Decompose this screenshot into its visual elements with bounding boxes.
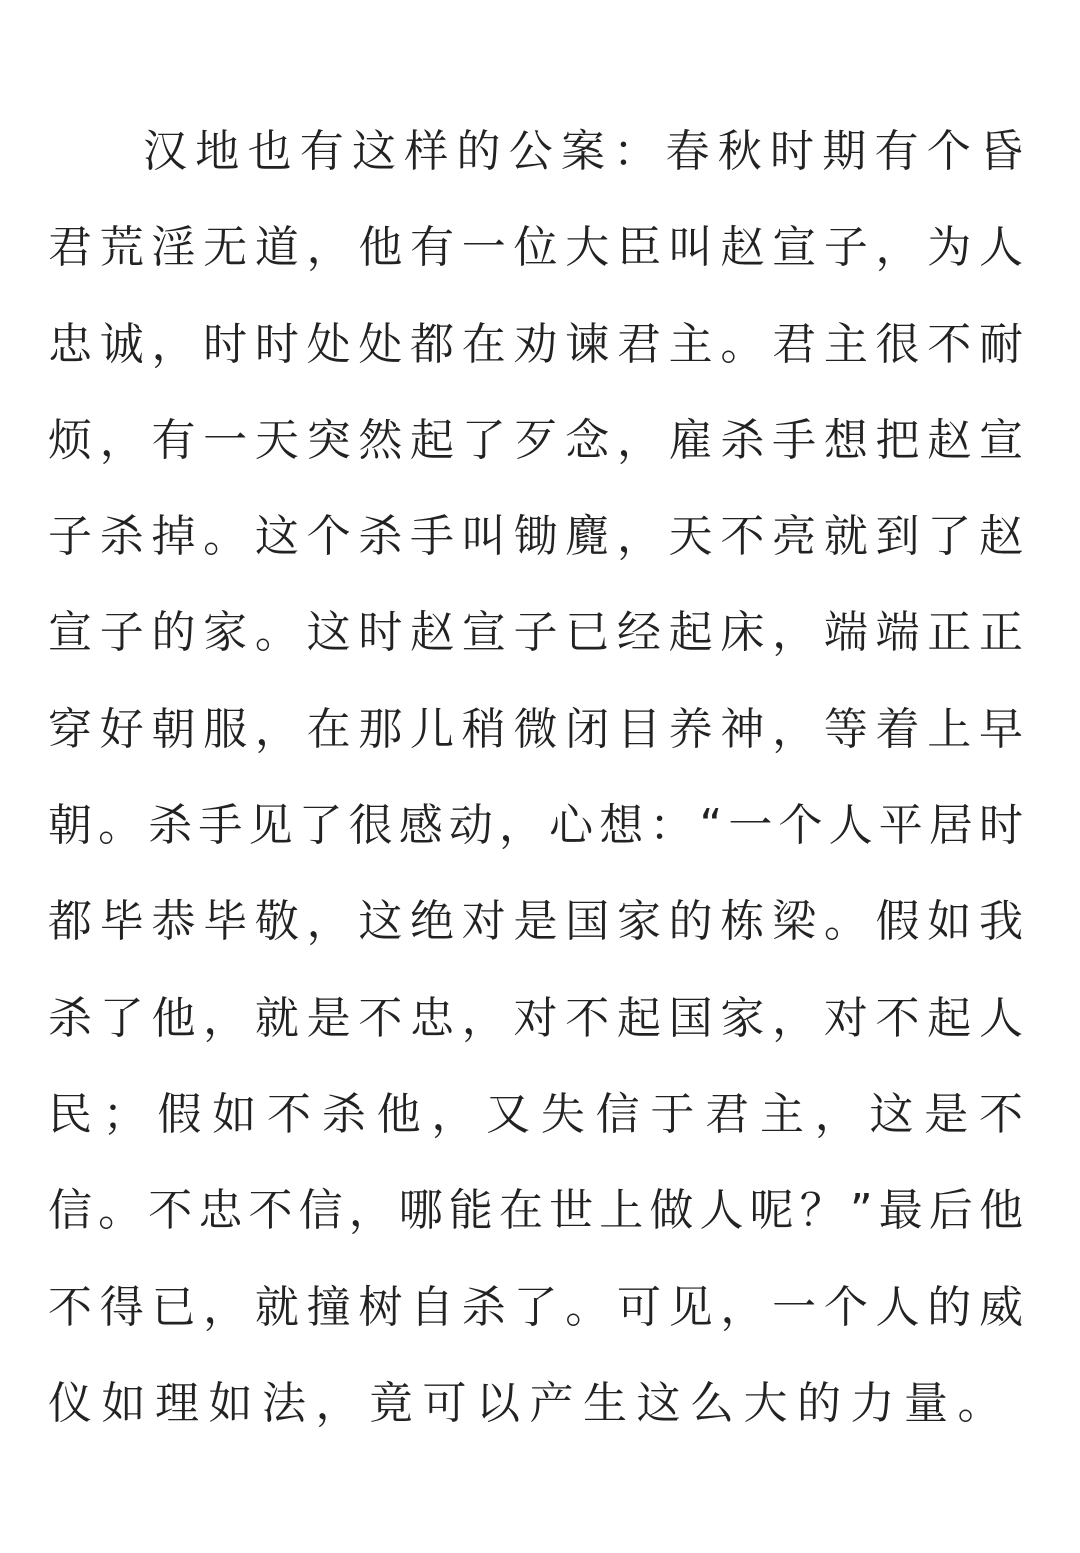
- text-line-14: 仪如理如法，竟可以产生这么大的力量。: [48, 1377, 1011, 1429]
- text-line-13: 不得已，就撞树自杀了。可见，一个人的威: [48, 1281, 1023, 1333]
- text-line-6: 宣子的家。这时赵宣子已经起床，端端正正: [48, 607, 1023, 659]
- text-line-7: 穿好朝服，在那儿稍微闭目养神，等着上早: [48, 703, 1023, 755]
- text-line-12: 信。不忠不信，哪能在世上做人呢？”最后他: [48, 1185, 1023, 1237]
- text-line-11: 民；假如不杀他，又失信于君主，这是不: [48, 1088, 1023, 1140]
- text-line-9: 都毕恭毕敬，这绝对是国家的栋梁。假如我: [48, 896, 1023, 948]
- text-line-4: 烦，有一天突然起了歹念，雇杀手想把赵宣: [48, 414, 1023, 466]
- text-line-5: 子杀掉。这个杀手叫锄麑，天不亮就到了赵: [48, 511, 1023, 563]
- text-line-8: 朝。杀手见了很感动，心想：“一个人平居时: [48, 800, 1023, 852]
- article-body: [48, 104, 1023, 1452]
- text-line-2: 君荒淫无道，他有一位大臣叫赵宣子，为人: [48, 222, 1023, 274]
- text-line-10: 杀了他，就是不忠，对不起国家，对不起人: [48, 992, 1023, 1044]
- text-line-1: 汉地也有这样的公案：春秋时期有个昏: [143, 126, 1023, 177]
- text-line-3: 忠诚，时时处处都在劝谏君主。君主很不耐: [48, 318, 1023, 370]
